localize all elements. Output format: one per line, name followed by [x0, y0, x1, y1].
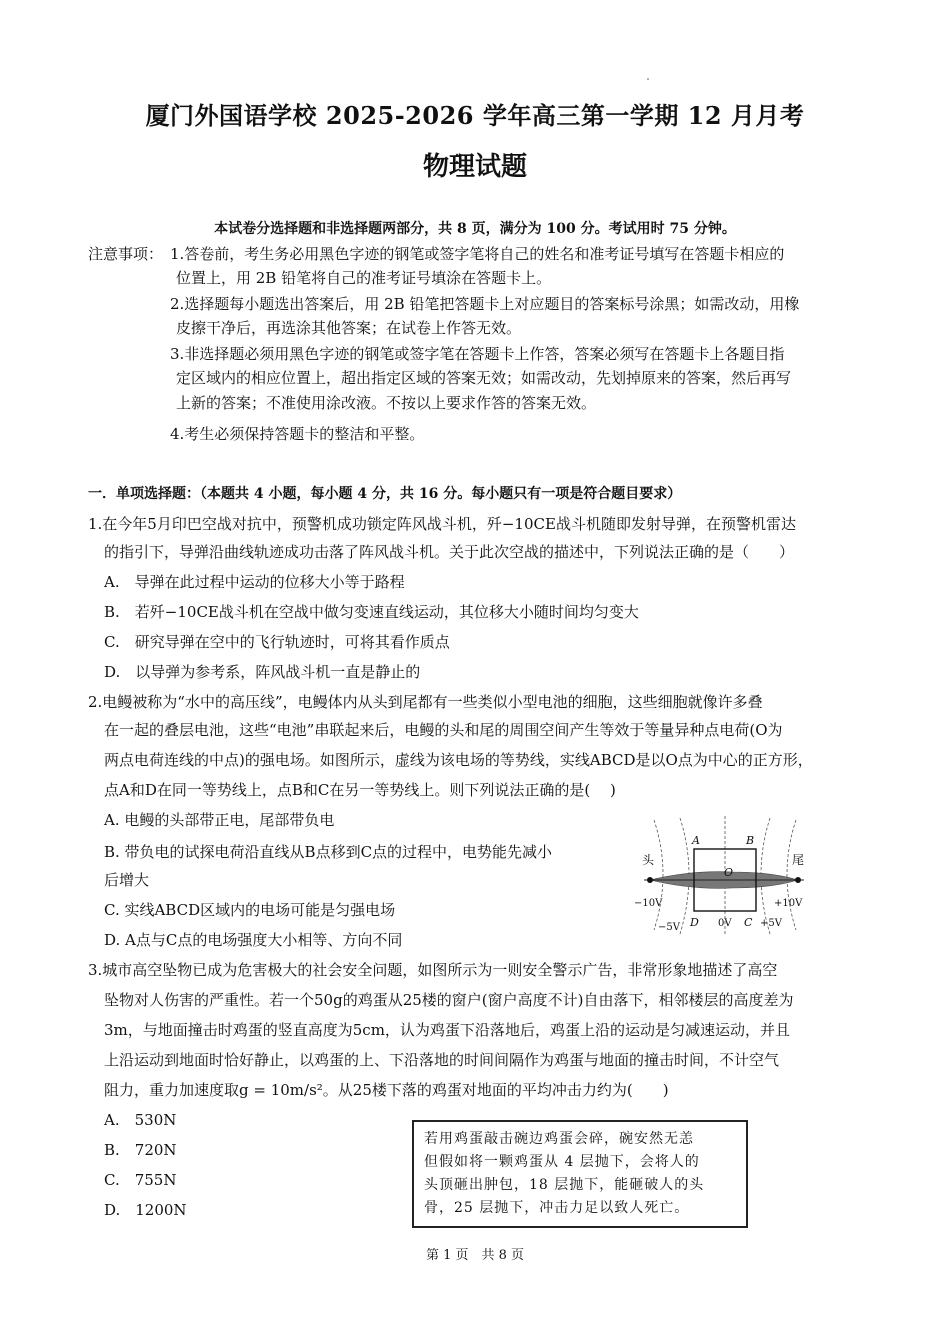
q3-option-a: A. 530N: [104, 1111, 177, 1129]
q1-option-b: B. 若歼−10CE战斗机在空战中做匀变速直线运动，其位移大小随时间均匀变大: [104, 603, 639, 621]
label-d: D: [690, 916, 699, 929]
q2-option-c: C. 实线ABCD区域内的电场可能是匀强电场: [104, 901, 396, 919]
q1-option-c: C. 研究导弹在空中的飞行轨迹时，可将其看作质点: [104, 633, 450, 651]
note-line: 4.考生必须保持答题卡的整洁和平整。: [170, 425, 425, 443]
label-o: O: [724, 866, 734, 879]
label-b: B: [746, 834, 755, 847]
label-neg5: −5V: [658, 922, 680, 933]
safety-warning-ad: [412, 1120, 748, 1228]
scan-speck: [647, 78, 649, 80]
ad-line: 头顶砸出肿包，18 层抛下，能砸破人的头: [424, 1177, 705, 1193]
label-head: 头: [642, 853, 655, 867]
question-2-text: 两点电荷连线的中点)的强电场。如图所示，虚线为该电场的等势线，实线ABCD是以O点为中心的正方形，: [104, 751, 813, 769]
label-a: A: [692, 834, 700, 847]
note-line: 皮擦干净后，再选涂其他答案；在试卷上作答无效。: [176, 319, 522, 337]
question-2-text: 在一起的叠层电池，这些“电池”串联起来后，电鳗的头和尾的周围空间产生等效于等量异种点电荷(O为: [104, 721, 783, 739]
note-line: 2.选择题每小题选出答案后，用 2B 铅笔把答题卡上对应题目的答案标号涂黑；如需改动，用橡: [170, 295, 800, 313]
eel-tail-dot: [795, 877, 801, 883]
note-line: 上新的答案；不准使用涂改液。不按以上要求作答的答案无效。: [176, 394, 597, 412]
question-3-text: 阻力，重力加速度取g = 10m/s²。从25楼下落的鸡蛋对地面的平均冲击力约为( ): [104, 1081, 669, 1099]
q3-option-b: B. 720N: [104, 1141, 177, 1159]
q2-option-a: A. 电鳗的头部带正电，尾部带负电: [104, 811, 335, 829]
subject-title: 物理试题: [422, 152, 527, 182]
label-c: C: [744, 916, 753, 929]
note-line: 1.答卷前，考生务必用黑色字迹的钢笔或签字笔将自己的姓名和准考证号填写在答题卡相应的: [170, 245, 785, 263]
q3-option-c: C. 755N: [104, 1171, 177, 1189]
page-footer: 第 1 页 共 8 页: [425, 1248, 525, 1263]
label-neg10: −10V: [634, 898, 663, 909]
label-pos5: +5V: [760, 918, 782, 929]
q3-option-d: D. 1200N: [104, 1201, 187, 1219]
label-tail: 尾: [792, 853, 805, 867]
question-1-text: 的指引下，导弹沿曲线轨迹成功击落了阵风战斗机。关于此次空战的描述中，下列说法正确的是（ ）: [104, 543, 795, 561]
q2-option-b-cont: 后增大: [104, 871, 150, 889]
exam-intro: 本试卷分选择题和非选择题两部分，共 8 页，满分为 100 分。考试用时 75 分钟。: [214, 221, 736, 237]
ad-line: 但假如将一颗鸡蛋从 4 层抛下，会将人的: [424, 1154, 700, 1170]
eel-head-dot: [647, 877, 653, 883]
exam-title: 厦门外国语学校 2025-2026 学年高三第一学期 12 月月考: [145, 101, 805, 130]
question-3-text: 坠物对人伤害的严重性。若一个50g的鸡蛋从25楼的窗户(窗户高度不计)自由落下，相邻楼层的高度差为: [104, 991, 794, 1009]
label-0v: 0V: [718, 918, 732, 929]
notes-label: 注意事项：: [88, 245, 164, 263]
note-line: 3.非选择题必须用黑色字迹的钢笔或签字笔在答题卡上作答，答案必须写在答题卡上各题目指: [170, 345, 785, 363]
note-line: 位置上，用 2B 铅笔将自己的准考证号填涂在答题卡上。: [176, 269, 552, 287]
q1-option-d: D. 以导弹为参考系，阵风战斗机一直是静止的: [104, 663, 421, 681]
equipotential-neg10: [654, 820, 663, 930]
q1-option-a: A. 导弹在此过程中运动的位移大小等于路程: [104, 573, 405, 591]
question-2-text: 2.电鳗被称为“水中的高压线”，电鳗体内从头到尾都有一些类似小型电池的细胞，这些细胞就像许多叠: [88, 693, 763, 711]
equipotential-pos10: [787, 820, 796, 930]
note-line: 定区域内的相应位置上，超出指定区域的答案无效；如需改动，先划掉原来的答案，然后再写: [176, 369, 792, 387]
question-3-text: 3.城市高空坠物已成为危害极大的社会安全问题，如图所示为一则安全警示广告，非常形象地描述了高空: [88, 961, 778, 979]
question-3-text: 上沿运动到地面时恰好静止，以鸡蛋的上、下沿落地的时间间隔作为鸡蛋与地面的撞击时间，不计空气: [104, 1051, 780, 1069]
question-2-text: 点A和D在同一等势线上，点B和C在另一等势线上。则下列说法正确的是( ): [104, 781, 616, 799]
section-heading: 一．单项选择题：（本题共 4 小题，每小题 4 分，共 16 分。每小题只有一项是符合题目要求）: [88, 486, 682, 502]
q2-option-b: B. 带负电的试探电荷沿直线从B点移到C点的过程中，电势能先减小: [104, 843, 553, 861]
q2-option-d: D. A点与C点的电场强度大小相等、方向不同: [104, 931, 403, 949]
question-3-text: 3m，与地面撞击时鸡蛋的竖直高度为5cm，认为鸡蛋下沿落地后，鸡蛋上沿的运动是匀减速运动，并且: [104, 1021, 790, 1039]
label-pos10: +10V: [774, 898, 803, 909]
electric-eel-field-figure: [632, 812, 812, 942]
question-1-text: 1.在今年5月印巴空战对抗中，预警机成功锁定阵风战斗机，歼−10CE战斗机随即发射导弹，在预警机雷达: [88, 515, 796, 533]
ad-line: 若用鸡蛋敲击碗边鸡蛋会碎，碗安然无恙: [424, 1131, 694, 1147]
ad-line: 骨，25 层抛下，冲击力足以致人死亡。: [424, 1200, 690, 1216]
